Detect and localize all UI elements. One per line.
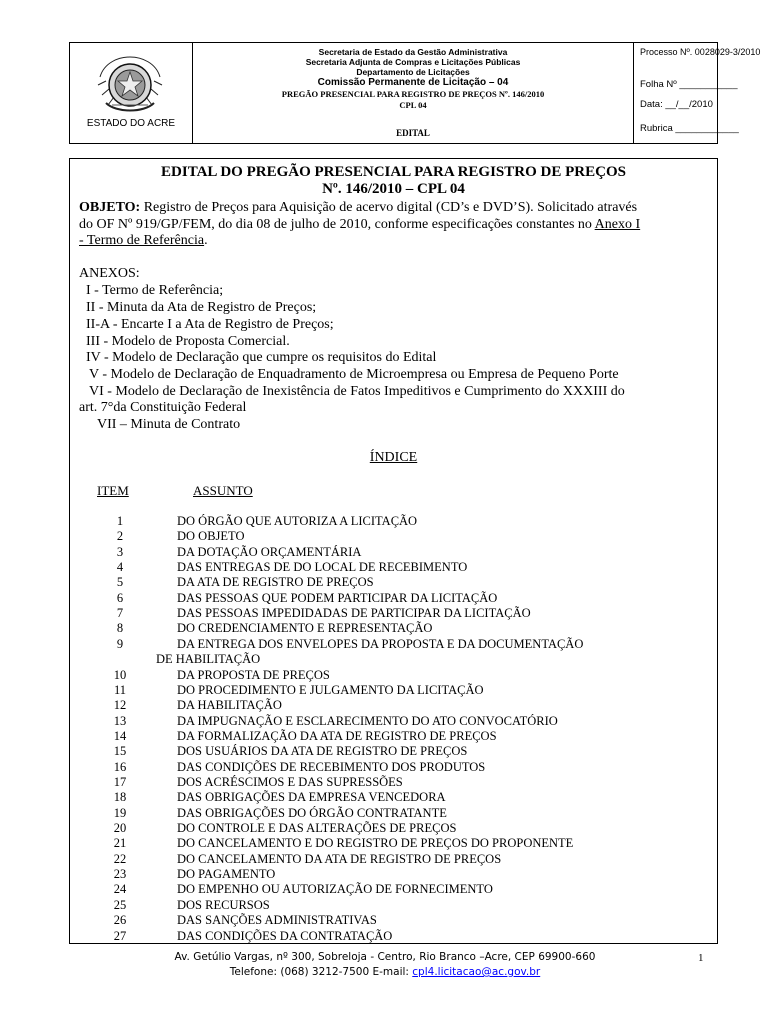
indice-item-number: 9: [116, 636, 124, 651]
footer-address: Av. Getúlio Vargas, nº 300, Sobreloja - Centro, Rio Branco –Acre, CEP 69900-660: [174, 951, 596, 963]
indice-item-subject: DO PROCEDIMENTO E JULGAMENTO DA LICITAÇÃO: [177, 682, 484, 697]
indice-item-subject: DO PAGAMENTO: [177, 867, 276, 881]
indice-item-subject: DA FORMALIZAÇÃO DA ATA DE REGISTRO DE PREÇOS: [177, 728, 497, 743]
anexo-item: III - Modelo de Proposta Comercial.: [86, 334, 290, 349]
indice-item-number: 6: [116, 590, 124, 605]
indice-item-number: 13: [113, 713, 127, 728]
anexo-item: II - Minuta da Ata de Registro de Preços;: [86, 300, 317, 315]
indice-item-subject: DOS RECURSOS: [177, 897, 270, 912]
indice-item-number: 24: [113, 882, 127, 897]
processo-number: Processo Nº. 0028029-3/2010: [640, 47, 761, 57]
indice-item-subject: DO OBJETO: [177, 529, 245, 544]
indice-item-subject: DAS CONDIÇÕES DA CONTRATAÇÃO: [177, 928, 393, 943]
indice-item-number: 14: [113, 728, 127, 743]
indice-item-number: 4: [116, 560, 124, 575]
indice-item-subject: DA ATA DE REGISTRO DE PREÇOS: [177, 575, 374, 590]
objeto-line-1: [79, 200, 637, 216]
header-line-comissao: Comissão Permanente de Licitação – 04: [317, 77, 509, 88]
indice-item-subject: DO CANCELAMENTO DA ATA DE REGISTRO DE PREÇOS: [177, 851, 502, 866]
indice-item-subject: DAS OBRIGAÇÕES DO ÓRGÃO CONTRATANTE: [177, 805, 447, 820]
indice-item-number: 15: [113, 744, 127, 759]
header-line-secretaria-adjunta: Secretaria Adjunta de Compras e Licitações Públicas: [305, 57, 521, 67]
indice-item-number: 16: [113, 759, 127, 774]
indice-item-number: 7: [116, 606, 124, 621]
indice-item-number: 25: [113, 897, 127, 912]
anexo-item: II-A - Encarte I a Ata de Registro de Preços;: [86, 317, 334, 332]
state-label: ESTADO DO ACRE: [86, 118, 176, 129]
indice-item-subject: DA PROPOSTA DE PREÇOS: [177, 667, 330, 682]
indice-item-subject: DO CANCELAMENTO E DO REGISTRO DE PREÇOS DO PROPONENTE: [177, 836, 574, 851]
indice-item-number: 8: [116, 621, 124, 636]
indice-item-subject: DAS PESSOAS QUE PODEM PARTICIPAR DA LICITAÇÃO: [177, 590, 498, 605]
anexo-item: IV - Modelo de Declaração que cumpre os requisitos do Edital: [86, 350, 437, 365]
indice-item-subject: DOS ACRÉSCIMOS E DAS SUPRESSÕES: [177, 775, 403, 789]
anexo-item: VI - Modelo de Declaração de Inexistência de Fatos Impeditivos e Cumprimento do XXXIII do: [89, 384, 625, 399]
objeto-line-3: [79, 233, 208, 249]
header-line-secretaria: Secretaria de Estado da Gestão Administrativa: [318, 47, 508, 57]
document-title: EDITAL DO PREGÃO PRESENCIAL PARA REGISTRO DE PREÇOS: [161, 164, 626, 180]
indice-item-number: 10: [113, 667, 127, 682]
page-number: 1: [698, 952, 704, 964]
header-line-edital: EDITAL: [396, 128, 430, 138]
indice-heading: ÍNDICE: [369, 450, 418, 465]
indice-item-number: 19: [113, 805, 127, 820]
indice-item-number: 11: [113, 682, 127, 697]
footer-contact: [0, 966, 770, 978]
document-header: [69, 42, 761, 144]
objeto-period: .: [204, 233, 208, 248]
objeto-text-2: do OF Nº 919/GP/FEM, do dia 08 de julho de 2010, conforme especificações constantes no: [79, 217, 595, 232]
indice-item-subject: DE HABILITAÇÃO: [156, 652, 261, 667]
indice-item-subject: DAS PESSOAS IMPEDIDADAS DE PARTICIPAR DA LICITAÇÃO: [177, 606, 531, 621]
indice-item-number: 22: [113, 851, 127, 866]
indice-item-number: 21: [113, 836, 127, 851]
state-coat-of-arms-icon: [94, 55, 166, 115]
indice-col-item: ITEM: [97, 483, 129, 498]
indice-item-subject: DA ENTREGA DOS ENVELOPES DA PROPOSTA E DA DOCUMENTAÇÃO: [177, 636, 584, 651]
indice-col-assunto: ASSUNTO: [193, 483, 253, 498]
indice-item-subject: DO CREDENCIAMENTO E REPRESENTAÇÃO: [177, 621, 433, 636]
indice-item-subject: DA DOTAÇÃO ORÇAMENTÁRIA: [177, 544, 362, 559]
header-line-pregao: PREGÃO PRESENCIAL PARA REGISTRO DE PREÇOS Nº. 146/2010: [281, 89, 545, 99]
indice-item-subject: DA HABILITAÇÃO: [177, 698, 282, 713]
data-field: Data: __/__/2010: [640, 99, 713, 110]
indice-item-number: 17: [113, 775, 127, 789]
objeto-line-2: [79, 217, 640, 233]
header-logo-cell: [70, 43, 193, 143]
indice-item-number: 12: [113, 698, 127, 713]
header-line-departamento: Departamento de Licitações: [356, 67, 470, 77]
objeto-text-1: Registro de Preços para Aquisição de acervo digital (CD’s e DVD’S). Solicitado através: [143, 200, 638, 215]
termo-referencia-link[interactable]: - Termo de Referência: [79, 233, 205, 248]
anexo-item: VII – Minuta de Contrato: [97, 417, 241, 432]
indice-item-number: 18: [113, 790, 127, 805]
indice-item-subject: DAS CONDIÇÕES DE RECEBIMENTO DOS PRODUTOS: [177, 759, 486, 774]
indice-item-number: 5: [116, 575, 124, 590]
indice-item-number: 27: [113, 928, 127, 943]
document-subtitle: Nº. 146/2010 – CPL 04: [322, 181, 465, 197]
indice-item-number: 3: [116, 544, 124, 559]
anexo-i-link[interactable]: Anexo I: [594, 217, 641, 232]
header-line-cpl: CPL 04: [399, 100, 427, 110]
indice-item-subject: DA IMPUGNAÇÃO E ESCLARECIMENTO DO ATO CONVOCATÓRIO: [177, 713, 558, 728]
indice-item-subject: DO ÓRGÃO QUE AUTORIZA A LICITAÇÃO: [177, 514, 418, 528]
indice-item-subject: DOS USUÁRIOS DA ATA DE REGISTRO DE PREÇOS: [177, 744, 468, 759]
anexo-item: V - Modelo de Declaração de Enquadramento de Microempresa ou Empresa de Pequeno Porte: [89, 367, 619, 382]
indice-item-number: 26: [113, 913, 127, 928]
indice-item-number: 20: [113, 821, 127, 835]
folha-field: Folha Nº ___________: [640, 79, 738, 90]
objeto-label: OBJETO:: [79, 200, 141, 215]
footer-email-link[interactable]: cpl4.licitacao@ac.gov.br: [412, 966, 541, 978]
indice-item-number: 23: [113, 867, 127, 881]
indice-item-subject: DAS SANÇÕES ADMINISTRATIVAS: [177, 913, 377, 928]
indice-item-subject: DO CONTROLE E DAS ALTERAÇÕES DE PREÇOS: [177, 821, 457, 835]
header-titles: [193, 43, 634, 143]
document-body: [69, 158, 718, 944]
indice-item-subject: DAS ENTREGAS DE DO LOCAL DE RECEBIMENTO: [177, 560, 468, 575]
header-process-info: [634, 43, 761, 143]
anexo-item: I - Termo de Referência;: [86, 283, 224, 298]
indice-item-number: 1: [116, 514, 124, 528]
indice-item-subject: DAS OBRIGAÇÕES DA EMPRESA VENCEDORA: [177, 790, 446, 805]
footer-phone: Telefone: (068) 3212-7500 E-mail:: [229, 966, 413, 978]
rubrica-field: Rubrica ____________: [640, 123, 739, 134]
anexos-heading: ANEXOS:: [79, 266, 140, 281]
indice-item-subject: DO EMPENHO OU AUTORIZAÇÃO DE FORNECIMENTO: [177, 882, 493, 897]
indice-item-number: 2: [116, 529, 124, 544]
anexo-item: art. 7°da Constituição Federal: [79, 400, 247, 415]
